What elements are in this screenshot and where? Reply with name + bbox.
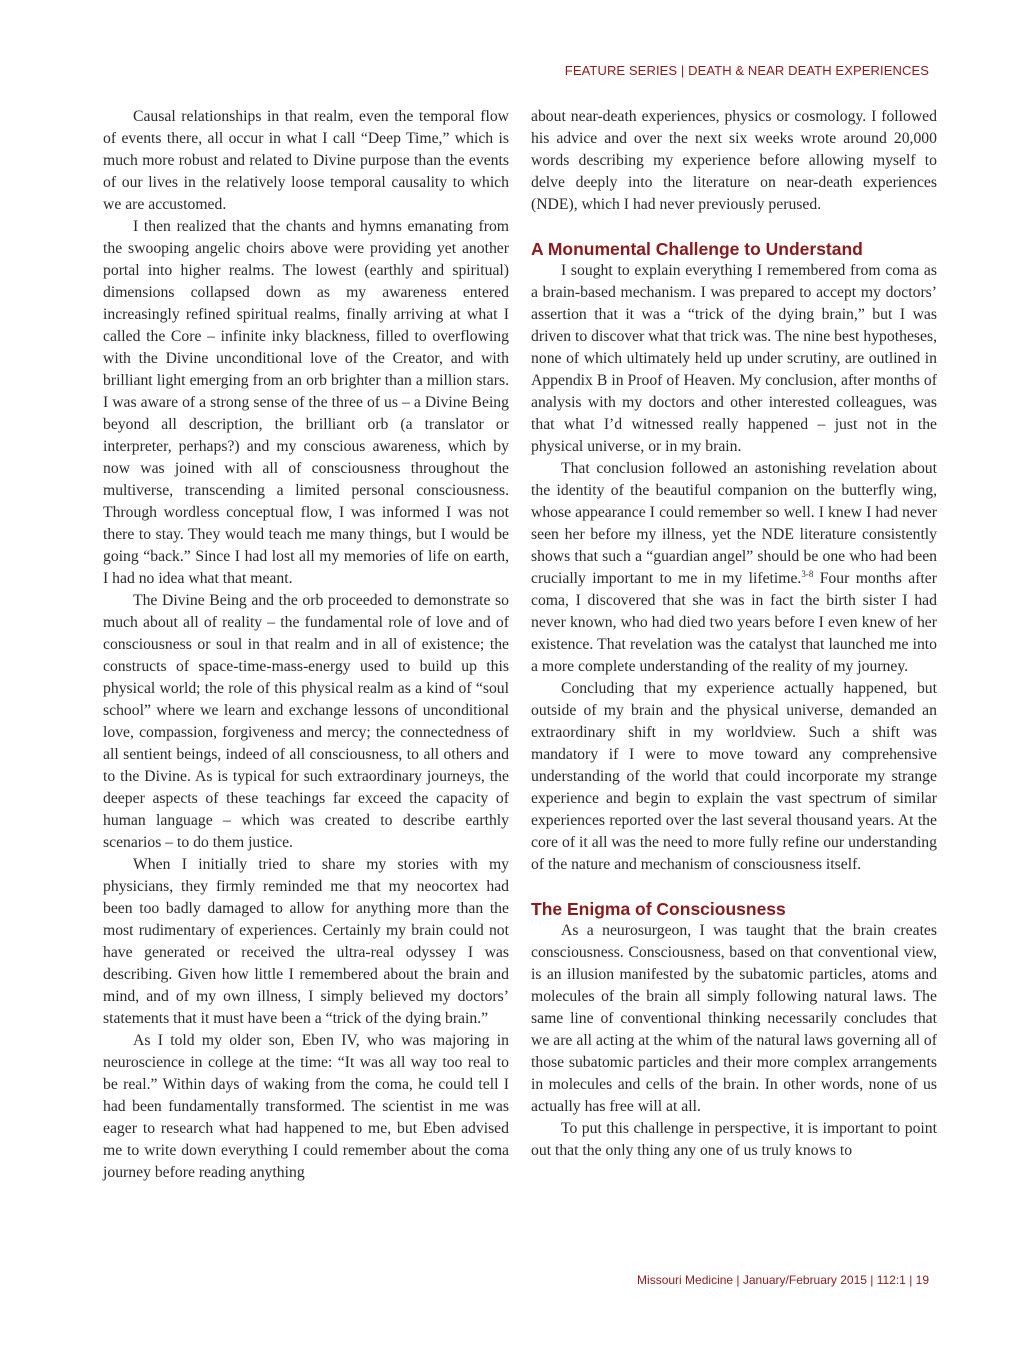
paragraph: To put this challenge in perspective, it is important to point out that the only thing any one of us truly knows to xyxy=(531,1120,937,1159)
paragraph: Causal relationships in that realm, even the temporal flow of events there, all occur in what I call “Deep Time,” which is much more robust and related to Divine purpose than the events of our lives in the relatively loose temporal causality to which we are accustomed. xyxy=(103,108,509,213)
section-heading: The Enigma of Consciousness xyxy=(531,899,786,919)
left-column xyxy=(103,106,509,1184)
citation-superscript: 3-8 xyxy=(801,568,814,579)
paragraph: Concluding that my experience actually happened, but outside of my brain and the physical universe, demanded an extraordinary shift in my worldview. Such a shift was mandatory if I were to move toward any comprehensive understanding of the world that could incorporate my strange experience and begin to explain the vast spectrum of similar experiences reported over the last several thousand years. At the core of it all was the need to more fully refine our understanding of the nature and mechanism of consciousness itself. xyxy=(531,680,937,873)
paragraph-text: That conclusion followed an astonishing revelation about the identity of the beautiful companion on the butterfly wing, whose appearance I could remember so well. I knew I had never seen her before my illness, yet the NDE literature consistently shows that such a “guardian angel” should be one who had been crucially important to me in my lifetime. xyxy=(531,460,937,587)
paragraph: I sought to explain everything I remembered from coma as a brain-based mechanism. I was prepared to accept my doctors’ assertion that it was a “trick of the dying brain,” but I was driven to discover what that trick was. The nine best hypotheses, none of which ultimately held up under scrutiny, are outlined in Appendix B in Proof of Heaven. My conclusion, after months of analysis with my doctors and other interested colleagues, was that what I’d witnessed really happened – just not in the physical universe, or in my brain. xyxy=(531,262,937,455)
paragraph: I then realized that the chants and hymns emanating from the swooping angelic choirs above were providing yet another portal into higher realms. The lowest (earthly and spiritual) dimensions collapsed down as my awareness entered increasingly refined spiritual realms, finally arriving at what I called the Core – infinite inky blackness, filled to overflowing with the Divine unconditional love of the Creator, and with brilliant light emerging from an orb brighter than a million stars. I was aware of a strong sense of the three of us – a Divine Being beyond all description, the brilliant orb (a translator or interpreter, perhaps?) and my conscious awareness, which by now was joined with all of consciousness throughout the multiverse, transcending a limited personal consciousness. Through wordless conceptual flow, I was informed I was not there to stay. They would teach me many things, but I would be going “back.” Since I had lost all my memories of life on earth, I had no idea what that meant. xyxy=(103,218,509,587)
running-header: FEATURE SERIES | DEATH & NEAR DEATH EXPERIENCES xyxy=(564,63,929,78)
paragraph: The Divine Being and the orb proceeded to demonstrate so much about all of reality – the fundamental role of love and of consciousness or soul in that realm and in all of existence; the constructs of space-time-mass-energy used to build up this physical world; the role of this physical realm as a kind of “soul school” where we learn and exchange lessons of unconditional love, compassion, forgiveness and mercy; the connectedness of all sentient beings, indeed of all consciousness, to all others and to the Divine. As is typical for such extraordinary journeys, the deeper aspects of these teachings far exceed the capacity of human language – which was created to describe earthly scenarios – to do them justice. xyxy=(103,592,509,851)
paragraph-continuation: about near-death experiences, physics or cosmology. I followed his advice and over the next six weeks wrote around 20,000 words describing my experience before allowing myself to delve deeply into the literature on near-death experiences (NDE), which I had never previously perused. xyxy=(531,108,937,213)
paragraph-guardian-angel xyxy=(531,458,937,678)
right-column xyxy=(531,106,937,1162)
paragraph: When I initially tried to share my stories with my physicians, they firmly reminded me that my neocortex had been too badly damaged to allow for anything more than the most rudimentary of experiences. Certainly my brain could not have generated or received the ultra-real odyssey I was describing. Given how little I remembered about the brain and mind, and of my own illness, I simply believed my doctors’ statements that it must have been a “trick of the dying brain.” xyxy=(103,856,509,1027)
page-footer: Missouri Medicine | January/February 2015 | 112:1 | 19 xyxy=(637,1273,929,1287)
paragraph: As I told my older son, Eben IV, who was majoring in neuroscience in college at the time: “It was all way too real to be real.” Within days of waking from the coma, he could tell I had been fundamentally transformed. The scientist in me was eager to research what had happened to me, but Eben advised me to write down everything I could remember about the coma journey before reading anything xyxy=(103,1032,509,1181)
paragraph: As a neurosurgeon, I was taught that the brain creates consciousness. Consciousness, based on that conventional view, is an illusion manifested by the subatomic particles, atoms and molecules of the brain all simply following natural laws. The same line of conventional thinking necessarily concludes that we are all acting at the whim of the natural laws governing all of those subatomic particles and their more complex arrangements in molecules and cells of the brain. In other words, none of us actually has free will at all. xyxy=(531,922,937,1115)
section-heading: A Monumental Challenge to Understand xyxy=(531,239,863,259)
paragraph-text: Four months after coma, I discovered that she was in fact the birth sister I had never known, who had died two years before I even knew of her existence. That revelation was the catalyst that launched me into a more complete understanding of the reality of my journey. xyxy=(531,570,937,675)
